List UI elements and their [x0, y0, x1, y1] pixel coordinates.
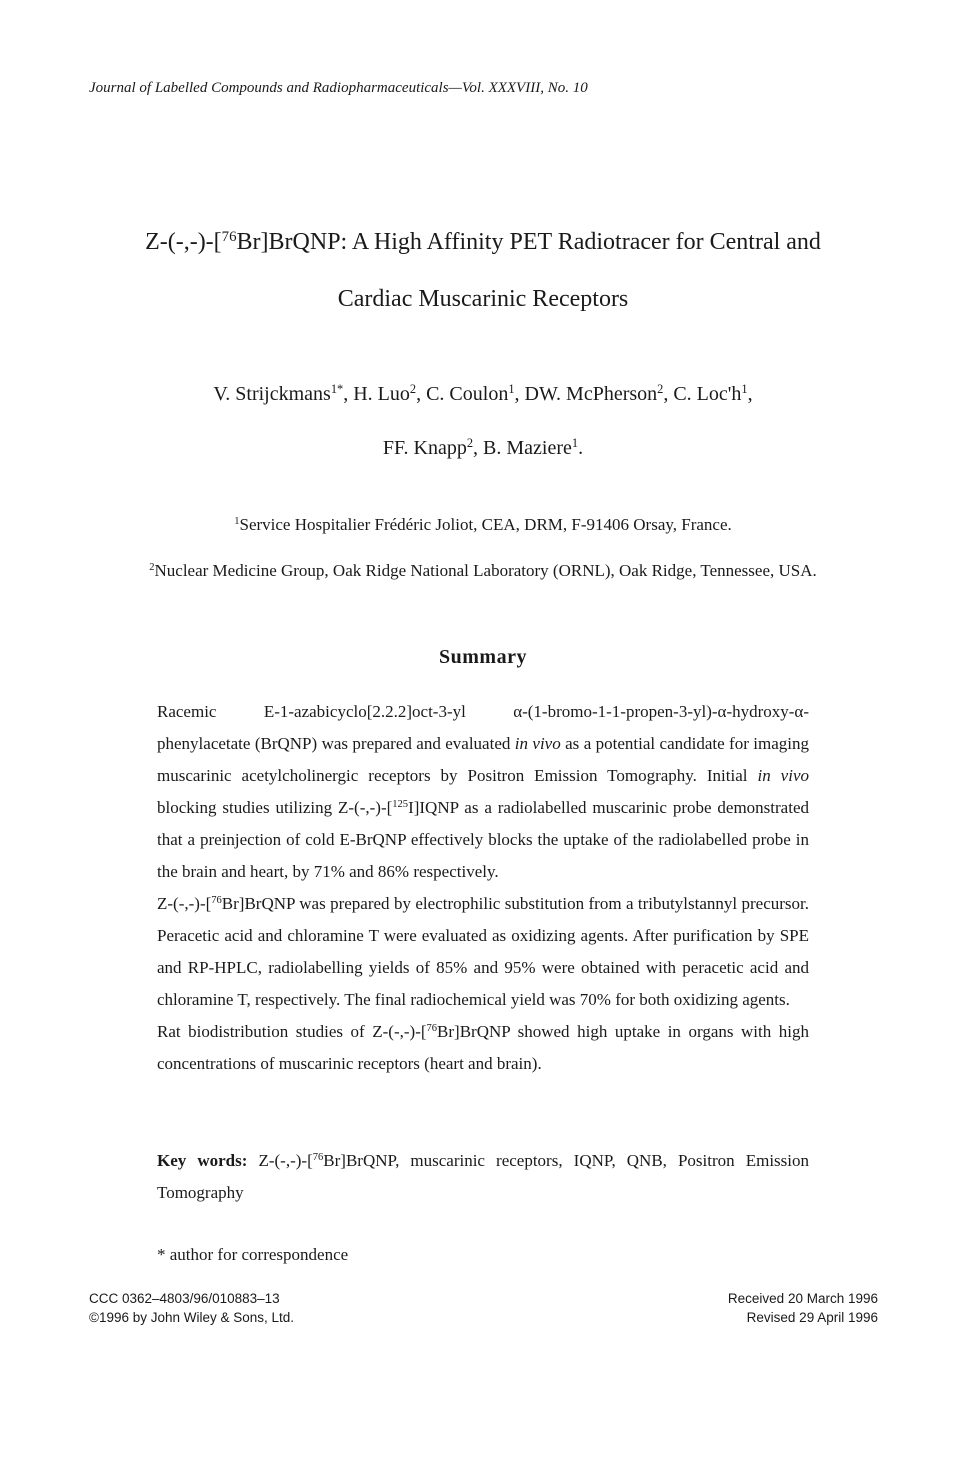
ccc-code: CCC 0362–4803/96/010883–13	[89, 1291, 280, 1306]
revised-date: Revised 29 April 1996	[746, 1310, 878, 1325]
journal-header: Journal of Labelled Compounds and Radiopharmaceuticals—Vol. XXXVIII, No. 10	[89, 80, 588, 96]
keywords-label: Key words:	[157, 1151, 248, 1170]
author: FF. Knapp	[382, 437, 467, 459]
author: C. Loc'h	[673, 383, 742, 405]
author: DW. McPherson	[524, 383, 658, 405]
summary-paragraph-1: Racemic E-1-azabicyclo[2.2.2]oct-3-yl α-(1-bromo-1-1-propen-3-yl)-α-hydroxy-α-phenylacetate (BrQNP) was prepared and evaluated in vivo as a potential candidate for imaging muscarinic acetylcholinergic receptors by Positron Emission Tomography. Initial in vivo blocking studies utilizing Z-(-,-)-[$^{125}$I]IQNP as a radiolabelled muscarinic probe demonstrated that a preinjection of cold E-BrQNP effectively blocks the uptake of the radiolabelled probe in the brain and heart, by 71% and 86% respectively.	[157, 702, 809, 881]
footer-right	[728, 1289, 878, 1327]
correspondence-note: * author for correspondence	[157, 1245, 349, 1264]
summary-heading: Summary	[439, 646, 527, 668]
summary-body	[157, 696, 809, 1080]
author-list-line1: V. Strijckmans$^{1*}$, H. Luo$^2$, C. Coulon$^1$, DW. McPherson$^2$, C. $Loc'h^1$,	[213, 382, 753, 405]
author: V. Strijckmans	[213, 383, 331, 405]
author: H. Luo	[353, 383, 410, 405]
summary-paragraph-2: Z-(-,-)-[$^{76}$Br]BrQNP was prepared by electrophilic substitution from a tributylstannyl precursor. Peracetic acid and chloramine T were evaluated as oxidizing agents. After purification by SPE and RP-HPLC, radiolabelling yields of 85% and 95% were obtained with peracetic acid and chloramine T, respectively. The final radiochemical yield was 70% for both oxidizing agents.	[157, 894, 809, 1009]
paper-title-line2: Cardiac Muscarinic Receptors	[337, 286, 629, 312]
affiliation-1: $^1$Service Hospitalier Frédéric Joliot, CEA, DRM, F-91406 Orsay, France.	[234, 515, 732, 534]
author-list-line2: FF. Knapp$^2$, B. Maziere$^1$.	[382, 436, 584, 459]
author: B. Maziere	[483, 437, 572, 459]
keywords: Key words: Z-(-,-)-[$^{76}$Br]BrQNP, muscarinic receptors, IQNP, QNB, Positron Emission Tomography	[157, 1151, 810, 1202]
paper-title-line1: Z-(-,-)-[$^{76}$Br]BrQNP: A High Affinity PET Radiotracer for Central and	[145, 228, 821, 255]
footer-left	[89, 1289, 294, 1327]
affiliation-2: $^2$Nuclear Medicine Group, Oak Ridge National Laboratory (ORNL), Oak Ridge, Tennessee, USA.	[149, 561, 817, 580]
author: C. Coulon	[426, 383, 509, 405]
copyright: ©1996 by John Wiley & Sons, Ltd.	[89, 1310, 295, 1325]
received-date: Received 20 March 1996	[727, 1291, 878, 1306]
summary-paragraph-3: Rat biodistribution studies of Z-(-,-)-[$^{76}$Br]BrQNP showed high uptake in organs with high concentrations of muscarinic receptors (heart and brain).	[157, 1022, 809, 1073]
